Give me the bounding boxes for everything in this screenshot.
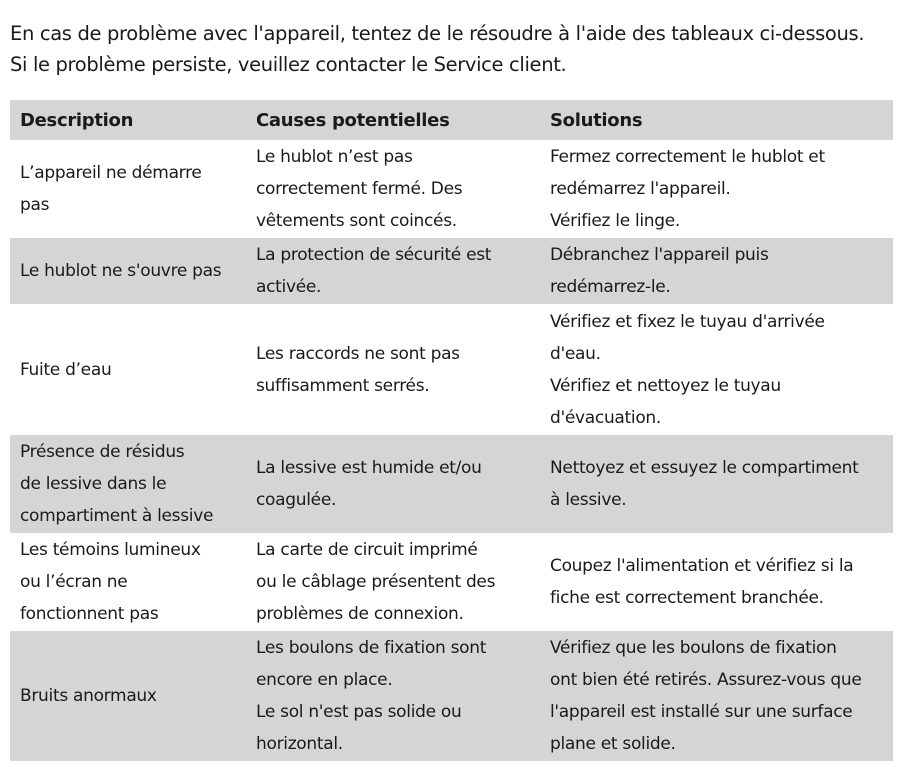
text-line: Vérifiez que les boulons de fixation — [550, 638, 837, 658]
text-line: encore en place. — [256, 670, 393, 690]
cell-solutions — [540, 435, 893, 533]
cell-description — [10, 238, 246, 304]
text-line: ont bien été retirés. Assurez-vous que — [550, 670, 862, 690]
text-line: coagulée. — [256, 490, 337, 510]
text-line: La carte de circuit imprimé — [256, 540, 478, 560]
intro-line-1: En cas de problème avec l'appareil, tentez de le résoudre à l'aide des tableaux ci-dessous. — [10, 22, 865, 45]
text-line: Coupez l'alimentation et vérifiez si la — [550, 556, 854, 576]
text-line: Les boulons de fixation sont — [256, 638, 487, 658]
table-row — [10, 435, 893, 533]
text-line: Présence de résidus — [20, 442, 185, 462]
table-row — [10, 631, 893, 761]
text-line: Fermez correctement le hublot et — [550, 147, 825, 167]
cell-causes — [246, 631, 540, 761]
cell-description — [10, 304, 246, 435]
text-line: Bruits anormaux — [20, 686, 157, 706]
header-causes: Causes potentielles — [246, 100, 540, 140]
cell-solutions — [540, 140, 893, 238]
cell-description — [10, 631, 246, 761]
intro-text — [10, 18, 905, 80]
cell-causes — [246, 533, 540, 631]
header-description: Description — [10, 100, 246, 140]
table-row — [10, 140, 893, 238]
text-line: Le hublot n’est pas — [256, 147, 413, 167]
text-line: ou l’écran ne — [20, 572, 128, 592]
text-line: Les témoins lumineux — [20, 540, 201, 560]
cell-description — [10, 435, 246, 533]
cell-solutions — [540, 238, 893, 304]
text-line: La protection de sécurité est — [256, 245, 492, 265]
cell-solutions — [540, 631, 893, 761]
text-line: ou le câblage présentent des — [256, 572, 496, 592]
text-line: d'eau. — [550, 343, 601, 364]
text-line: de lessive dans le — [20, 474, 167, 494]
text-line: Débranchez l'appareil puis — [550, 245, 769, 265]
text-line: problèmes de connexion. — [256, 604, 464, 624]
intro-line-2: Si le problème persiste, veuillez contacter le Service client. — [10, 53, 567, 76]
header-solutions: Solutions — [540, 100, 893, 140]
text-line: à lessive. — [550, 490, 627, 510]
cell-causes — [246, 140, 540, 238]
cell-causes — [246, 304, 540, 435]
cell-causes — [246, 435, 540, 533]
text-line: Fuite d’eau — [20, 359, 112, 380]
cell-solutions — [540, 304, 893, 435]
text-line: redémarrez-le. — [550, 277, 671, 297]
text-line: activée. — [256, 277, 322, 297]
text-line: Le hublot ne s'ouvre pas — [20, 261, 222, 281]
text-line: pas — [20, 195, 50, 215]
text-line: La lessive est humide et/ou — [256, 458, 482, 478]
text-line: Vérifiez et nettoyez le tuyau — [550, 375, 781, 396]
text-line: horizontal. — [256, 734, 343, 754]
text-line: Vérifiez et fixez le tuyau d'arrivée — [550, 311, 825, 332]
table-header-row — [10, 100, 893, 140]
troubleshooting-table — [10, 100, 893, 761]
text-line: L’appareil ne démarre — [20, 163, 202, 183]
cell-solutions — [540, 533, 893, 631]
cell-description — [10, 140, 246, 238]
text-line: redémarrez l'appareil. — [550, 179, 731, 199]
table-row — [10, 533, 893, 631]
text-line: d'évacuation. — [550, 407, 662, 428]
text-line: suffisamment serrés. — [256, 375, 430, 396]
text-line: Les raccords ne sont pas — [256, 343, 460, 364]
text-line: compartiment à lessive — [20, 506, 214, 526]
text-line: fiche est correctement branchée. — [550, 588, 824, 608]
text-line: fonctionnent pas — [20, 604, 159, 624]
text-line: vêtements sont coincés. — [256, 211, 457, 231]
cell-description — [10, 533, 246, 631]
table-row — [10, 238, 893, 304]
text-line: correctement fermé. Des — [256, 179, 463, 199]
text-line: Nettoyez et essuyez le compartiment — [550, 458, 859, 478]
text-line: plane et solide. — [550, 734, 676, 754]
cell-causes — [246, 238, 540, 304]
text-line: Vérifiez le linge. — [550, 211, 681, 231]
text-line: Le sol n'est pas solide ou — [256, 702, 462, 722]
text-line: l'appareil est installé sur une surface — [550, 702, 853, 722]
table-row — [10, 304, 893, 435]
